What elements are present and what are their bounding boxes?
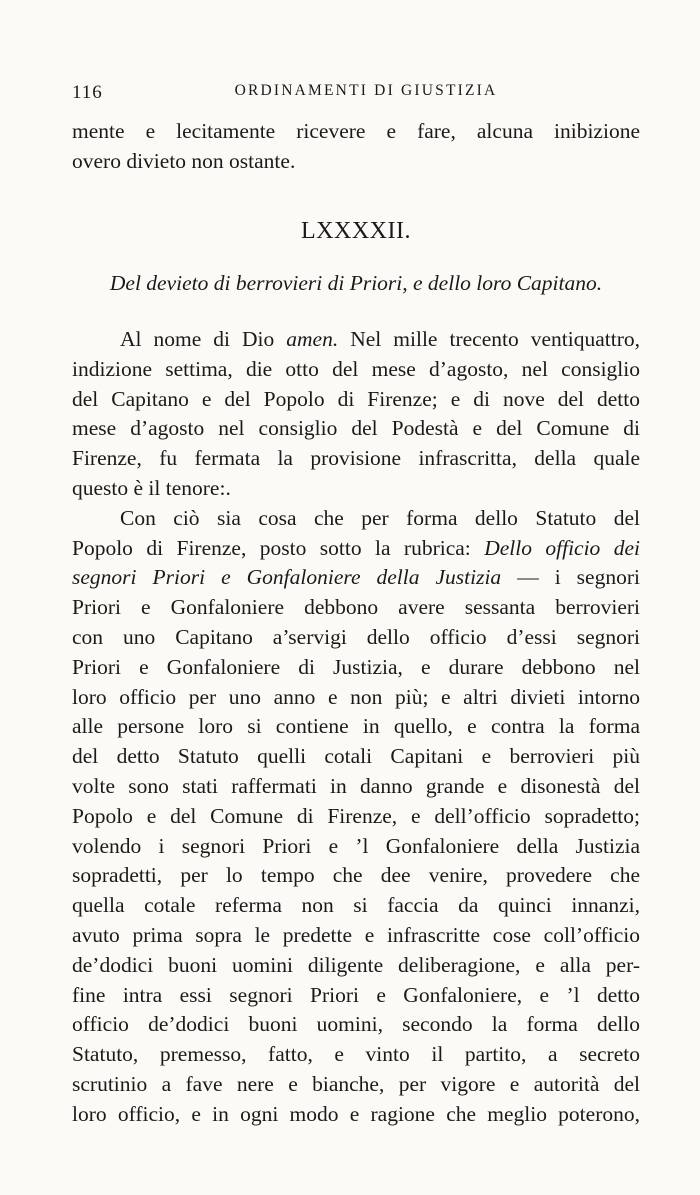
text-line: de’dodici buoni uomini diligente deliberagione, e alla per-: [72, 952, 640, 977]
text-line: officio de’dodici buoni uomini, secondo la forma dello: [72, 1012, 640, 1037]
text-line: quella cotale referma non si faccia da quinci innanzi,: [72, 893, 640, 918]
text-line: Firenze, fu fermata la provisione infrascritta, della quale: [72, 446, 640, 471]
text-line: Al nome di Dio amen. Nel mille trecento ventiquattro,: [120, 327, 640, 351]
text-line: Statuto, premesso, fatto, e vinto il partito, a secreto: [72, 1042, 640, 1067]
text-line: loro officio, e in ogni modo e ragione che meglio poterono,: [72, 1101, 640, 1126]
text-line: del detto Statuto quelli cotali Capitani e berrovieri più: [72, 744, 640, 769]
italic-phrase: amen.: [286, 327, 339, 351]
text-line: segnori Priori e Gonfaloniere della Justizia — i segnori: [72, 565, 640, 590]
text-line: questo è il tenore:.: [72, 475, 231, 500]
text-line: Con ciò sia cosa che per forma dello Statuto del: [120, 505, 640, 530]
text-line: mese d’agosto nel consiglio del Podestà e del Comune di: [72, 416, 640, 441]
text-line: volendo i segnori Priori e ’l Gonfaloniere della Justizia: [72, 833, 640, 858]
text-line: mente e lecitamente ricevere e fare, alcuna inibizione: [72, 119, 640, 143]
text-line: loro officio per uno anno e non più; e altri divieti intorno: [72, 684, 640, 709]
text-line: avuto prima sopra le predette e infrascritte cose coll’officio: [72, 922, 640, 947]
text-line: Priori e Gonfaloniere debbono avere sessanta berrovieri: [72, 595, 640, 620]
continuation-text: [72, 117, 640, 177]
text-line: alle persone loro si contiene in quello, e contra la forma: [72, 714, 640, 739]
text-line: sopradetti, per lo tempo che dee venire, provedere che: [72, 863, 640, 888]
text-line: Priori e Gonfaloniere di Justizia, e durare debbono nel: [72, 654, 640, 679]
running-title: ORDINAMENTI DI GIUSTIZIA: [234, 82, 498, 99]
chapter-title: Del devieto di berrovieri di Priori, e dello loro Capitano.: [109, 271, 603, 295]
text-line: con uno Capitano a’servigi dello officio d’essi segnori: [72, 624, 640, 649]
body-text: [72, 325, 640, 1130]
text-line: scrutinio a fave nere e bianche, per vigore e autorità del: [72, 1071, 640, 1096]
italic-phrase: Dello officio dei: [484, 535, 640, 560]
text-line: overo divieto non ostante.: [72, 148, 296, 173]
text-line: Popolo di Firenze, posto sotto la rubrica: Dello officio dei: [72, 535, 640, 560]
text-line: fine intra essi segnori Priori e Gonfaloniere, e ’l detto: [72, 982, 640, 1007]
text-line: indizione settima, die otto del mese d’agosto, nel consiglio: [72, 356, 640, 381]
italic-phrase: segnori Priori e Gonfaloniere della Justizia: [72, 565, 502, 590]
chapter-number: LXXXXII.: [301, 218, 411, 244]
page-number: 116: [72, 82, 103, 103]
text-line: volte sono stati raffermati in danno grande e disonestà del: [72, 773, 640, 798]
text-line: del Capitano e del Popolo di Firenze; e di nove del detto: [72, 386, 640, 411]
text-line: Popolo e del Comune di Firenze, e dell’officio sopradetto;: [72, 803, 640, 828]
running-head: [72, 82, 642, 106]
